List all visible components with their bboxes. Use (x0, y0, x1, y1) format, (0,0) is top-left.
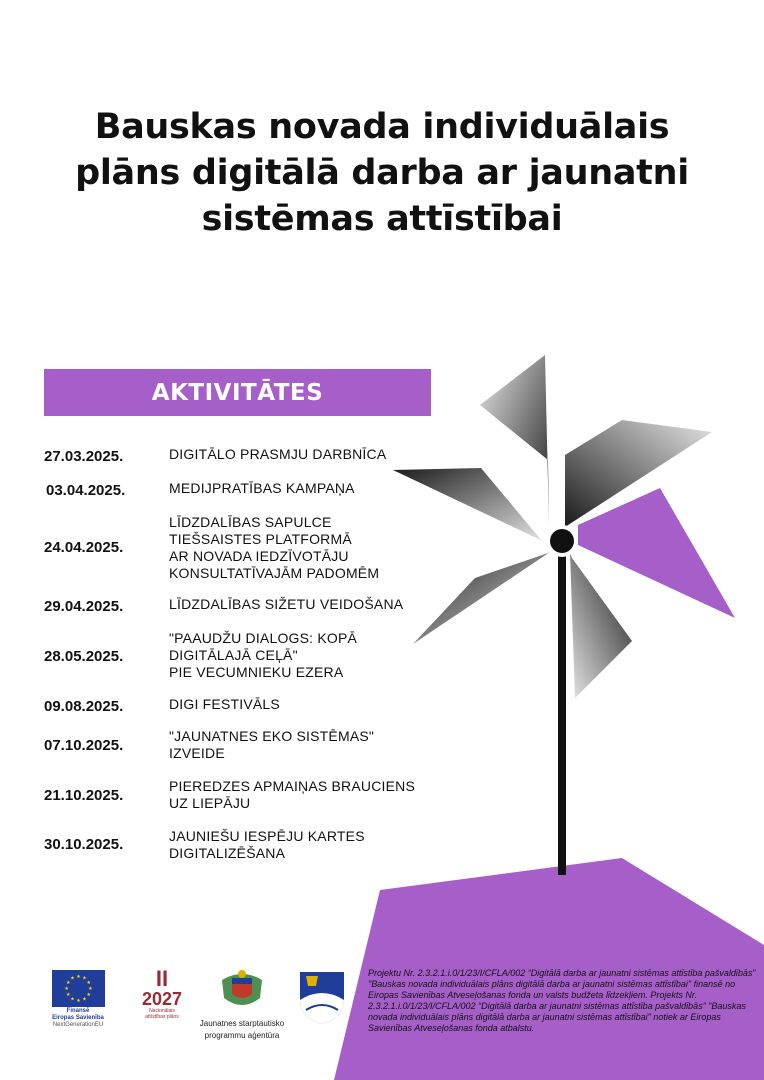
pinwheel-blade-left (393, 468, 545, 542)
activities-heading: AKTIVITĀTES (44, 369, 431, 416)
activity-description: LĪDZDALĪBAS SAPULCE TIEŠSAISTES PLATFORMĀ AR NOVADA IEDZĪVOTĀJU KONSULTATĪVAJĀM PADOMĒM (169, 514, 380, 581)
title-line: Bauskas novada individuālais (94, 107, 670, 147)
activity-description: LĪDZDALĪBAS SIŽETU VEIDOŠANA (169, 596, 404, 612)
activity-description: "PAAUDŽU DIALOGS: KOPĀ DIGITĀLAJĀ CEĻĀ" PIE VECUMNIEKU EZERA (169, 630, 358, 680)
activity-description: MEDIJPRATĪBAS KAMPAŅA (169, 480, 355, 496)
activity-date: 28.05.2025. (44, 648, 124, 665)
npa-year: 2027 (141, 989, 183, 1009)
eu-flag-icon (52, 970, 105, 1007)
svg-text:★: ★ (86, 980, 92, 986)
npa-bars: II (155, 966, 169, 991)
activity-description: DIGI FESTIVĀLS (169, 696, 280, 712)
coat-of-arms-icon (216, 968, 268, 1012)
title-line: plāns digitālā darba ar jaunatni (75, 153, 689, 193)
svg-text:★: ★ (86, 992, 92, 998)
pinwheel-blade-bottom-left (413, 552, 550, 644)
eu-caption: Finansē Eiropas Savienība NextGenerationEU (52, 1008, 104, 1028)
pinwheel-blade-right (578, 488, 735, 618)
activity-date: 30.10.2025. (44, 836, 124, 853)
svg-text:★: ★ (82, 975, 87, 982)
svg-text:★: ★ (70, 975, 75, 982)
pinwheel-blade-bottom-right (570, 553, 632, 698)
svg-text:★: ★ (88, 986, 93, 992)
national-plan-logo: II 2027 Nacionālais attīstības plāns (136, 968, 188, 1020)
activity-date: 03.04.2025. (46, 482, 126, 499)
svg-text:★: ★ (76, 974, 81, 980)
svg-text:★: ★ (65, 980, 71, 986)
activity-description: DIGITĀLO PRASMJU DARBNĪCA (169, 446, 387, 462)
bauska-crest-icon (298, 970, 346, 1031)
project-footnote: Projektu Nr. 2.3.2.1.i.0/1/23/I/CFLA/002 “Digitālā darba ar jaunatni sistēmas attīstība pašvaldībās” "Bauskas novada individuālais plāns digitālā darba ar jaunatni sistēmas attīstībai" finansē no Eiropas Savienības Atveseļošanas fonda un valsts budžeta līdzekļiem. Projekts Nr. 2.3.2.1.i.0/1/23/I/CFLA/002 “Digitālā darba ar jaunatni sistēmas attīstība pašvaldībās” "Bauskas novada individuālais plāns digitālā darba ar jaunatni sistēmas attīstībai" notiek ar Eiropas Savienības Atveseļošanas fonda atbalstu. (368, 968, 756, 1033)
activity-date: 09.08.2025. (44, 698, 124, 715)
activity-date: 24.04.2025. (44, 539, 124, 556)
agency-logo: Jaunatnes starptautisko programmu aģentūra (194, 968, 290, 1041)
activity-date: 07.10.2025. (44, 737, 124, 754)
svg-text:★: ★ (70, 996, 75, 1003)
svg-text:★: ★ (82, 996, 87, 1003)
svg-text:★: ★ (76, 998, 81, 1004)
svg-text:★: ★ (64, 986, 69, 992)
page-title (40, 104, 724, 242)
svg-text:★: ★ (65, 992, 71, 998)
activity-description: "JAUNATNES EKO SISTĒMAS" IZVEIDE (169, 728, 375, 761)
activity-date: 21.10.2025. (44, 787, 124, 804)
activity-description: PIEREDZES APMAIŅAS BRAUCIENS UZ LIEPĀJU (169, 778, 415, 811)
pinwheel-stick (558, 545, 566, 875)
activity-date: 27.03.2025. (44, 448, 124, 465)
activity-date: 29.04.2025. (44, 598, 124, 615)
activity-description: JAUNIEŠU IESPĒJU KARTES DIGITALIZĒŠANA (169, 828, 365, 861)
title-line: sistēmas attīstībai (201, 199, 563, 239)
